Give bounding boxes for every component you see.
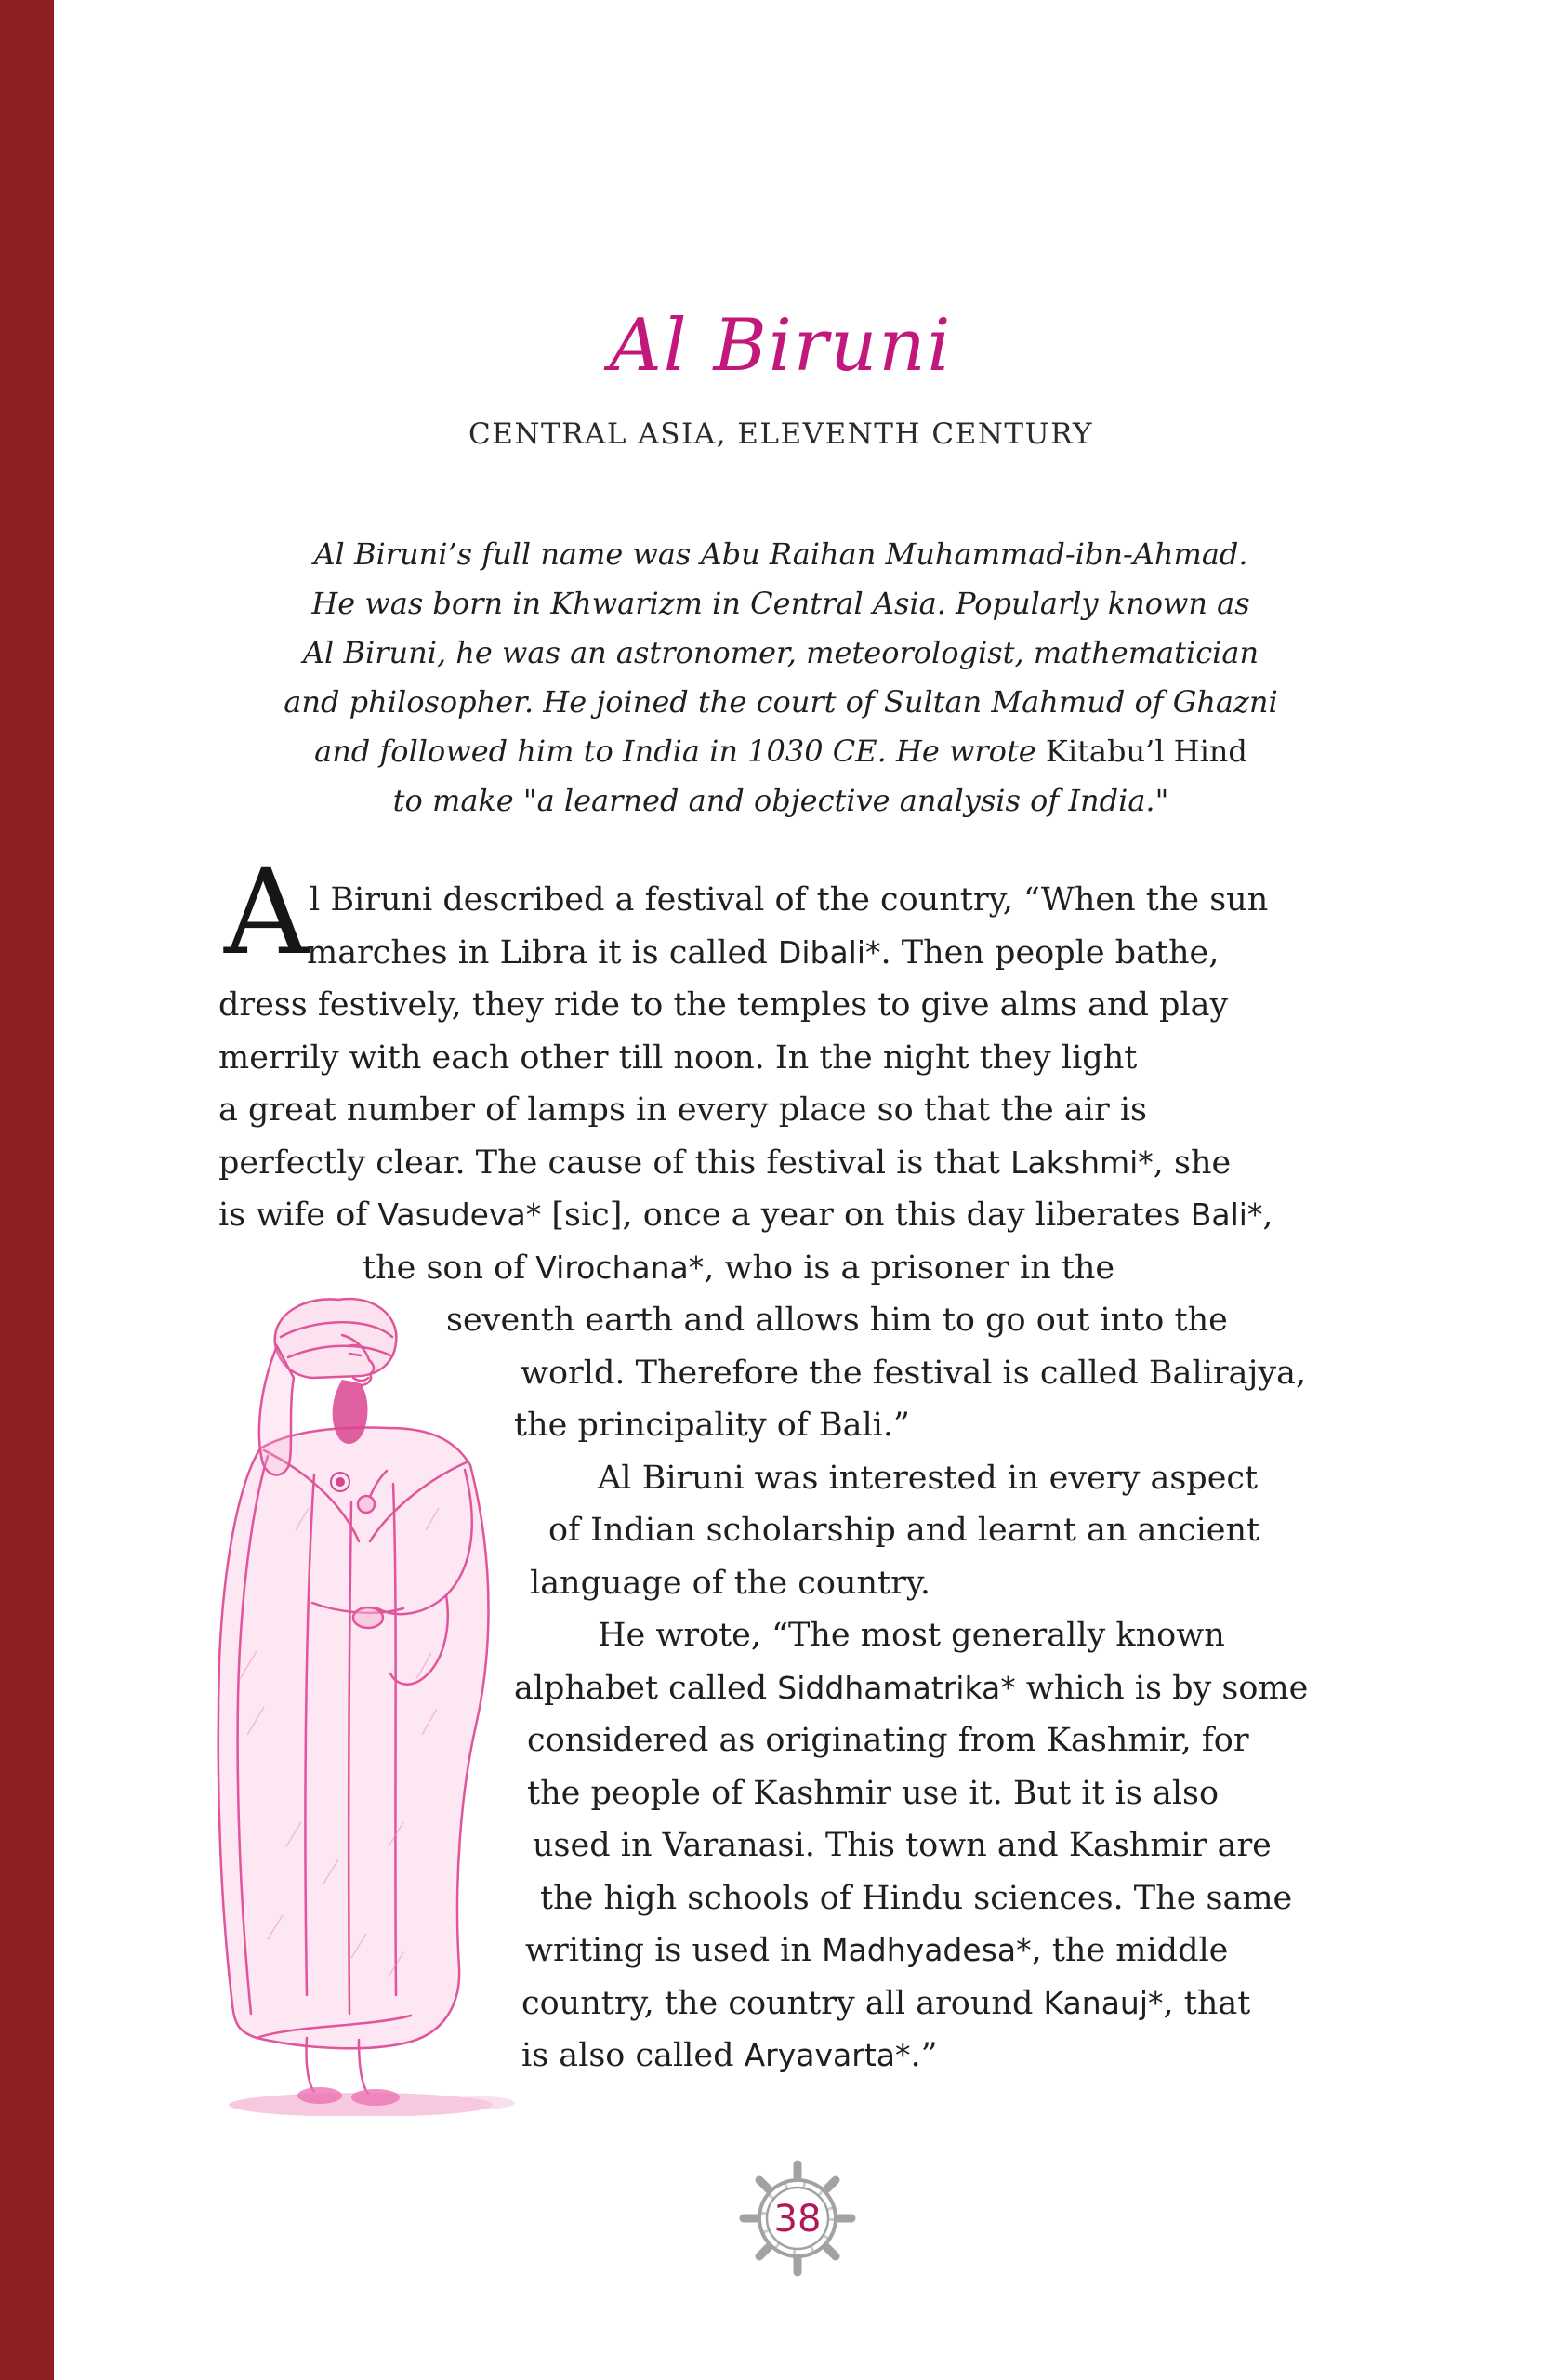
body-line: dress festively, they ride to the temples to give alms and play <box>218 986 1229 1024</box>
body-line: a great number of lamps in every place so that the air is <box>218 1091 1147 1129</box>
left-border-strip <box>0 0 54 2380</box>
intro-line: to make "a learned and objective analysis of India." <box>392 783 1169 818</box>
body-line: is also called Aryavarta*.” <box>521 2037 938 2074</box>
body-line: the principality of Bali.” <box>514 1407 910 1444</box>
figure-beard <box>333 1380 368 1444</box>
page-title: Al Biruni <box>609 304 953 388</box>
intro-paragraph <box>214 530 1348 826</box>
body-line: language of the country. <box>530 1565 931 1602</box>
body-line: Al Biruni was interested in every aspect <box>598 1460 1259 1497</box>
body-line: perfectly clear. The cause of this festival is that Lakshmi*, she <box>218 1144 1232 1182</box>
body-line: seventh earth and allows him to go out into the <box>446 1302 1228 1339</box>
page-subtitle: CENTRAL ASIA, ELEVENTH CENTURY <box>468 417 1093 451</box>
body-line: of Indian scholarship and learnt an ancient <box>548 1512 1260 1549</box>
body-line: alphabet called Siddhamatrika* which is by some <box>514 1670 1309 1707</box>
body-line: considered as originating from Kashmir, for <box>527 1722 1249 1759</box>
page-number: 38 <box>773 2198 822 2241</box>
body-line: merrily with each other till noon. In the night they light <box>218 1039 1138 1077</box>
body-line: country, the country all around Kanauj*, that <box>521 1985 1251 2022</box>
body-line: l Biruni described a festival of the country, “When the sun <box>310 881 1269 919</box>
body-line: writing is used in Madhyadesa*, the middle <box>525 1932 1229 1969</box>
body-line: used in Varanasi. This town and Kashmir are <box>533 1827 1272 1864</box>
intro-line: Al Biruni, he was an astronomer, meteorologist, mathematician <box>302 635 1259 670</box>
intro-line: and philosopher. He joined the court of Sultan Mahmud of Ghazni <box>284 684 1278 720</box>
intro-line: Al Biruni’s full name was Abu Raihan Muhammad-ibn-Ahmad. <box>313 536 1248 572</box>
body-line: the high schools of Hindu sciences. The same <box>540 1880 1293 1917</box>
body-line: the son of Virochana*, who is a prisoner in the <box>363 1250 1115 1287</box>
page-number-wheel <box>732 2153 863 2283</box>
intro-line: He was born in Khwarizm in Central Asia. Popularly known as <box>311 586 1250 621</box>
body-line: marches in Libra it is called Dibali*. Then people bathe, <box>307 934 1220 972</box>
drop-cap: A <box>224 844 309 981</box>
body-line: world. Therefore the festival is called Balirajya, <box>521 1355 1307 1392</box>
body-line: is wife of Vasudeva* [sic], once a year on this day liberates Bali*, <box>218 1197 1273 1234</box>
al-biruni-illustration <box>203 1289 519 2116</box>
figure-robe <box>218 1428 489 2094</box>
intro-line: and followed him to India in 1030 CE. He wrote Kitabu’l Hind <box>314 734 1247 769</box>
body-line: the people of Kashmir use it. But it is also <box>527 1775 1220 1812</box>
body-line: He wrote, “The most generally known <box>598 1617 1225 1654</box>
